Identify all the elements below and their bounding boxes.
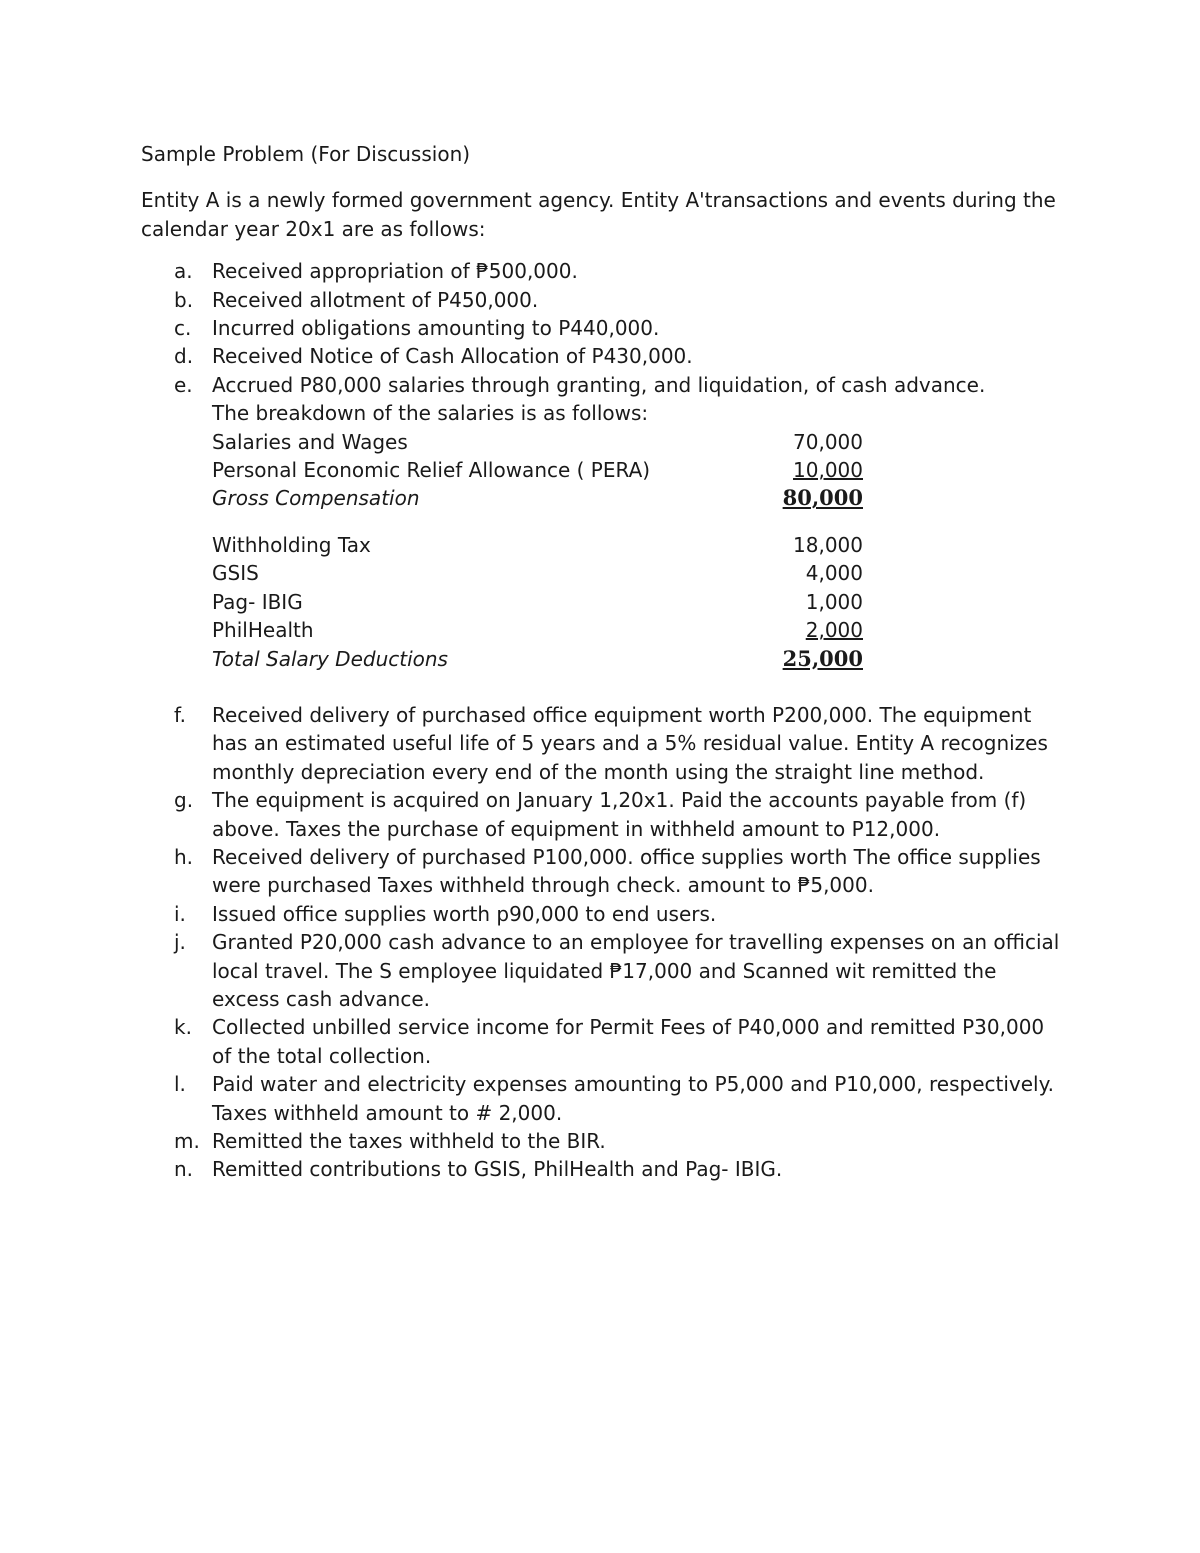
gross-compensation-amount: 80,000	[782, 485, 863, 511]
list-item-e	[141, 371, 1061, 428]
list-item-l	[141, 1070, 1061, 1127]
total-row	[212, 484, 863, 512]
list-item-j	[141, 928, 1061, 1013]
table-row	[212, 428, 863, 456]
row-amount: 4,000	[805, 561, 863, 586]
list-marker: l.	[174, 1072, 186, 1097]
total-deductions-label: Total Salary Deductions	[212, 646, 448, 671]
list-item-text: Incurred obligations amounting to P440,000.	[212, 316, 660, 341]
transactions-list-first	[141, 257, 1061, 427]
list-item-c	[141, 314, 1061, 342]
row-label: Personal Economic Relief Allowance ( PERA)	[212, 458, 651, 483]
document-page	[141, 140, 1061, 1184]
row-label: Salaries and Wages	[212, 429, 408, 454]
list-marker: d.	[174, 344, 194, 369]
row-label: GSIS	[212, 561, 259, 586]
list-item-text: Collected unbilled service income for Permit Fees of P40,000 and remitted P30,000 of the total collection.	[212, 1015, 1045, 1068]
list-item-i	[141, 900, 1061, 928]
list-item-text: Remitted the taxes withheld to the BIR.	[212, 1129, 606, 1153]
list-item-text: Granted P20,000 cash advance to an employee for travelling expenses on an official local travel. The S employee liquidated ₱17,000 and Scanned wit remitted the excess cash advance.	[212, 930, 1060, 1011]
list-item-a	[141, 257, 1061, 285]
list-marker: m.	[174, 1129, 200, 1153]
list-item-text: Accrued P80,000 salaries through granting, and liquidation, of cash advance.	[212, 372, 986, 397]
row-amount: 10,000	[793, 458, 863, 483]
salary-breakdown-table	[212, 428, 863, 673]
table-row	[212, 616, 863, 644]
table-row	[212, 588, 863, 616]
row-amount: 2,000	[805, 618, 863, 643]
list-item-g	[141, 786, 1061, 843]
list-item-k	[141, 1013, 1061, 1070]
table-row	[212, 559, 863, 587]
document-title: Sample Problem (For Discussion)	[141, 142, 471, 166]
list-item-d	[141, 342, 1061, 370]
list-item-text: Paid water and electricity expenses amounting to P5,000 and P10,000, respectively. Taxes withheld amount to # 2,000.	[212, 1072, 1054, 1125]
breakdown-intro: The breakdown of the salaries is as follows:	[212, 401, 649, 426]
row-label: PhilHealth	[212, 618, 314, 643]
list-item-text: Received delivery of purchased P100,000. office supplies worth The office supplies were purchased Taxes withheld through check. amount to ₱5,000.	[212, 844, 1041, 898]
total-deductions-amount: 25,000	[782, 645, 863, 671]
row-amount: 1,000	[805, 589, 863, 614]
row-label: Withholding Tax	[212, 532, 371, 557]
list-marker: i.	[174, 901, 186, 926]
list-item-text: Received delivery of purchased office equipment worth P200,000. The equipment has an estimated useful life of 5 years and a 5% residual value. Entity A recognizes monthly depreciation every end of the month using the straight line method.	[212, 702, 1048, 784]
list-marker: e.	[174, 372, 193, 397]
list-marker: g.	[174, 788, 194, 813]
table-row	[212, 531, 863, 559]
list-marker: k.	[174, 1015, 192, 1040]
intro-paragraph: Entity A is a newly formed government agency. Entity A'transactions and events during the calendar year 20x1 are as follows:	[141, 188, 1056, 241]
list-item-text: Remitted contributions to GSIS, PhilHealth and Pag- IBIG.	[212, 1157, 783, 1182]
total-row	[212, 645, 863, 673]
list-marker: n.	[174, 1157, 194, 1182]
list-marker: j.	[174, 930, 186, 955]
list-marker: a.	[174, 259, 193, 284]
row-amount: 70,000	[793, 429, 863, 454]
list-item-text: The equipment is acquired on January 1,20x1. Paid the accounts payable from (f) above. Taxes the purchase of equipment in withheld amount to P12,000.	[212, 788, 1027, 841]
table-row	[212, 456, 863, 484]
list-item-n	[141, 1155, 1061, 1183]
gross-compensation-label: Gross Compensation	[212, 486, 420, 511]
list-item-text: Received Notice of Cash Allocation of P430,000.	[212, 344, 693, 369]
transactions-list-second	[141, 701, 1061, 1184]
list-marker: h.	[174, 844, 194, 869]
list-item-text: Received appropriation of ₱500,000.	[212, 259, 578, 284]
row-amount: 18,000	[793, 532, 863, 557]
list-item-b	[141, 286, 1061, 314]
list-marker: b.	[174, 287, 194, 312]
list-item-text: Issued office supplies worth p90,000 to end users.	[212, 901, 717, 926]
list-item-h	[141, 843, 1061, 900]
list-item-f	[141, 701, 1061, 786]
list-item-text: Received allotment of P450,000.	[212, 287, 539, 312]
row-label: Pag- IBIG	[212, 589, 303, 614]
list-item-m	[141, 1127, 1061, 1155]
list-marker: c.	[174, 316, 192, 341]
list-marker: f.	[174, 702, 186, 727]
